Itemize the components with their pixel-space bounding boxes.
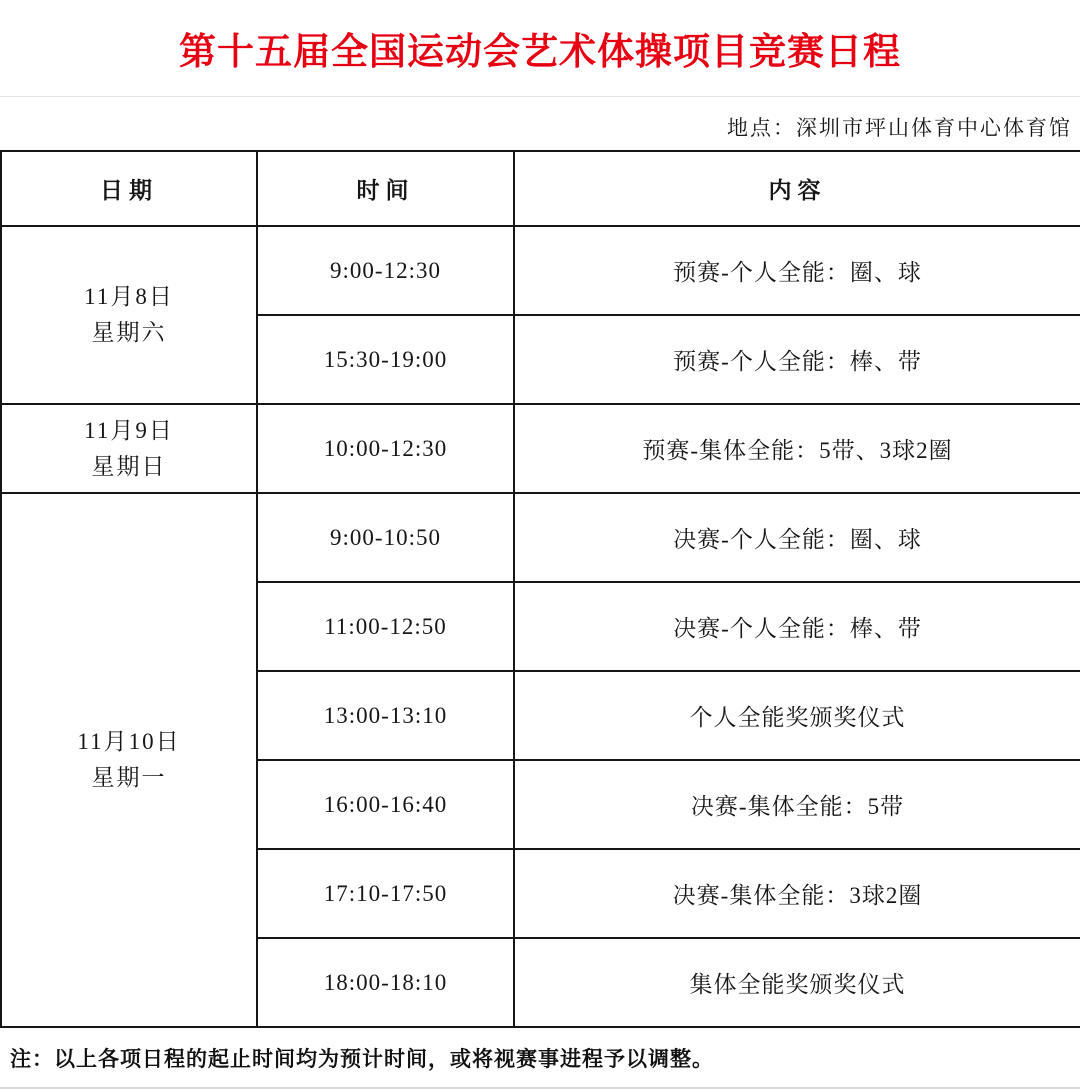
content-cell: 决赛-集体全能：3球2圈: [514, 849, 1080, 938]
time-cell: 11:00-12:50: [257, 582, 514, 671]
content-cell: 决赛-个人全能：圈、球: [514, 493, 1080, 582]
content-cell: 决赛-集体全能：5带: [514, 760, 1080, 849]
time-cell: 9:00-12:30: [257, 226, 514, 315]
date-cell-nov8: [1, 226, 257, 404]
time-cell: 17:10-17:50: [257, 849, 514, 938]
time-cell: 9:00-10:50: [257, 493, 514, 582]
footnote-text: 注：以上各项日程的起止时间均为预计时间，或将视赛事进程予以调整。: [10, 1047, 714, 1071]
content-cell: 个人全能奖颁奖仪式: [514, 671, 1080, 760]
schedule-table: [0, 150, 1080, 1028]
date-line2: 星期一: [91, 765, 167, 790]
content-cell: 预赛-个人全能：棒、带: [514, 315, 1080, 404]
location-label: 地点：深圳市坪山体育中心体育馆: [727, 116, 1072, 140]
date-line2: 星期日: [91, 453, 167, 479]
header-date: 日期: [1, 151, 257, 226]
header-content: 内容: [514, 151, 1080, 226]
location-row: [0, 97, 1080, 150]
table-header: [1, 151, 1080, 226]
header-time: 时间: [257, 151, 514, 226]
date-line1: 11月10日: [77, 729, 181, 755]
table-body: [1, 226, 1080, 1027]
table-row: [1, 493, 1080, 582]
date-cell-nov9: [1, 404, 257, 493]
time-cell: 15:30-19:00: [257, 315, 514, 404]
footnote: [0, 1028, 1080, 1087]
date-line1: 11月9日: [84, 417, 174, 443]
time-cell: 10:00-12:30: [257, 404, 514, 493]
date-line1: 11月8日: [84, 284, 174, 310]
content-cell: 预赛-个人全能：圈、球: [514, 226, 1080, 315]
date-cell-nov10: [1, 493, 257, 1027]
header-row: [1, 151, 1080, 226]
content-cell: 预赛-集体全能：5带、3球2圈: [514, 404, 1080, 493]
date-line2: 星期六: [91, 320, 167, 345]
title-bar: [0, 0, 1080, 97]
table-row: [1, 226, 1080, 315]
page-title: 第十五届全国运动会艺术体操项目竞赛日程: [179, 31, 901, 72]
content-cell: 集体全能奖颁奖仪式: [514, 938, 1080, 1027]
time-cell: 18:00-18:10: [257, 938, 514, 1027]
content-cell: 决赛-个人全能：棒、带: [514, 582, 1080, 671]
time-cell: 16:00-16:40: [257, 760, 514, 849]
time-cell: 13:00-13:10: [257, 671, 514, 760]
table-row: [1, 404, 1080, 493]
